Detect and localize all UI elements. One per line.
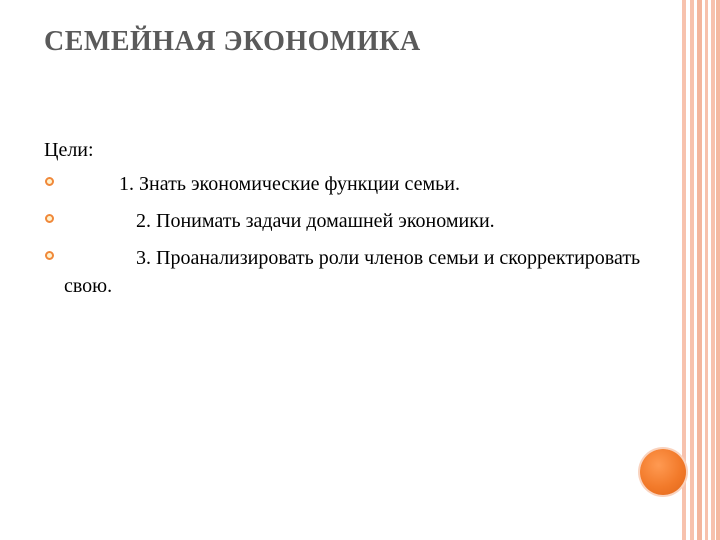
bullet-text: 3. Проанализировать роли членов семьи и скорректировать свою. bbox=[64, 247, 641, 297]
circle-bullet-icon bbox=[45, 214, 54, 223]
circle-bullet-icon bbox=[45, 251, 54, 260]
bullet-text: 2. Понимать задачи домашней экономики. bbox=[136, 210, 495, 232]
border-stripe bbox=[705, 0, 708, 540]
border-stripe bbox=[697, 0, 702, 540]
slide-content bbox=[44, 136, 644, 309]
list-item bbox=[44, 170, 644, 198]
bullet-text: 1. Знать экономические функции семьи. bbox=[119, 173, 460, 195]
border-stripe bbox=[716, 0, 720, 540]
circle-bullet-icon bbox=[45, 177, 54, 186]
list-item bbox=[44, 244, 644, 300]
slide-title: СЕМЕЙНАЯ ЭКОНОМИКА bbox=[44, 26, 421, 57]
goals-label: Цели: bbox=[44, 139, 94, 161]
border-stripe bbox=[690, 0, 694, 540]
list-item bbox=[44, 207, 644, 235]
orange-circle-icon bbox=[640, 449, 686, 495]
border-stripe bbox=[711, 0, 715, 540]
